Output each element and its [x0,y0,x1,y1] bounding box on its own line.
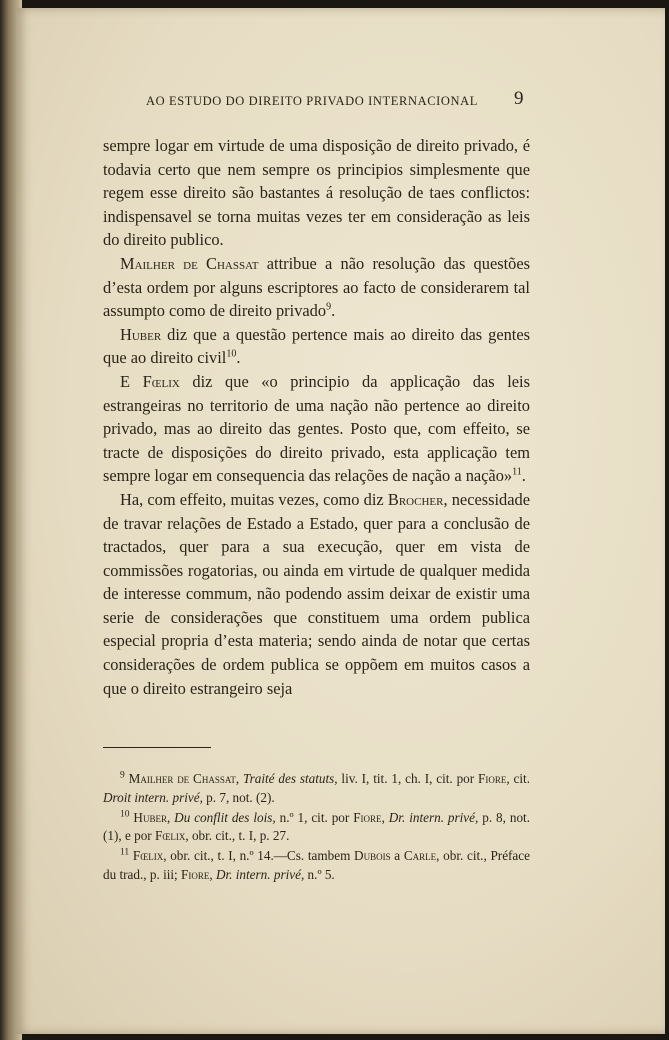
footnote-text: n.º 1, cit. por [275,809,354,825]
author-name: Huber [120,324,162,344]
paragraph-2 [103,252,530,323]
footnote-text: liv. I, tit. 1, ch. I, cit. por [337,771,479,786]
author-name: Mailher de Chassat [120,253,259,273]
paragraph-text: E [120,371,143,391]
cited-title: Traité des statuts, [243,771,338,786]
paragraph-1: sempre logar em virtude de uma disposição de direito privado, é todavia certo que nem sempre os principios simplesmente que regem esse direito são bastantes á resolução de taes conflictos: indispensavel se torna muitas vezes ter em consideração as leis do direito publico. [103,136,530,250]
footnote-ref: 10 [226,348,237,360]
paragraph-text: , necessidade de travar relações de Estado a Estado, quer para a conclusão de tractados, quer para a sua execução, quer em vista de commissões rogatorias, ou ainda em virtude de qualquer medida de interesse commum, não podendo assim deixar de existir uma serie de considerações que constituem uma ordem publica especial propria d’esta materia; sendo ainda de notar que certas considerações de ordem publica se oppõem em muitos casos a que o direito estrangeiro seja [103,489,531,698]
cited-title: Du conflit des lois, [174,809,276,825]
book-page [16,8,665,1034]
cited-author: Mailher de Chassat [128,771,236,786]
footnote-number: 11 [120,847,130,858]
footnote-text: , obr. cit., t. I, p. 27. [185,828,290,844]
footnote-text: , obr. cit., t. I, n.º 14.—Cs. tambem [163,848,355,864]
footnote-text: , [235,771,244,786]
paragraph-text: diz que a questão pertence mais ao direito das gentes que ao direito civil [103,324,530,368]
cited-title: Dr. intern. privé, [388,809,479,825]
footnote-text: p. 8, not. (1), e por [103,809,531,844]
paragraph-text: attribue a não resolução das questões d’esta ordem por alguns escriptores ao facto de considerarem tal assumpto como de direito privado [103,253,531,321]
footnote-text: n.º 5. [304,866,335,882]
footnote-number: 10 [120,809,130,820]
cited-title: Dr. intern. privé, [215,866,305,882]
footnote-text: , cit. [506,771,531,786]
paragraph-3 [103,323,530,370]
author-name: Brocher [387,489,444,509]
cited-author: Fiore [478,771,507,786]
footnote-number: 9 [120,770,125,781]
footnote [103,809,530,847]
footnote-divider [103,747,211,748]
footnote [103,770,530,808]
page-number: 9 [514,88,524,109]
cited-author: Fiore [181,866,210,882]
footnotes [103,770,530,886]
cited-author: Huber [133,809,167,825]
paragraph-text: diz que «o principio da applicação das leis estrangeiras no territorio de uma nação não pertence ao direito privado, mas ao direito das gentes. Posto que, com effeito, se tracte de disposições do direito privado, esta applicação tem sempre logar em consequencia das relações de nação a nação» [103,371,530,486]
footnote-ref: 9 [326,301,332,313]
punctuation: . [331,301,336,321]
footnote-text: , obr. cit., Préface du trad., p. iii; [103,848,530,882]
punctuation: . [521,466,526,486]
footnote [103,847,530,885]
cited-author: Fœlix [155,828,186,844]
paragraph-text: Ha, com effeito, muitas vezes, como diz [120,489,388,509]
running-title: AO ESTUDO DO DIREITO PRIVADO INTERNACIONAL [146,94,479,108]
paragraph-4 [103,370,530,488]
footnote-text: , [381,809,389,825]
paragraph-5 [103,488,530,700]
main-text [103,134,530,700]
footnote-text: , [209,866,216,882]
cited-title: Droit intern. privé, [103,789,203,805]
cited-author: Dubois [354,848,391,864]
footnote-text: a [390,848,404,864]
footnote-ref: 11 [512,466,522,478]
cited-author: Fiore [353,809,382,825]
punctuation: . [236,348,241,368]
cited-author: Fœlix [132,848,164,864]
footnote-text: , [166,809,175,825]
author-name: Fœlix [142,371,180,391]
footnote-text: p. 7, not. (2). [202,789,275,805]
cited-author: Carle [403,848,437,864]
